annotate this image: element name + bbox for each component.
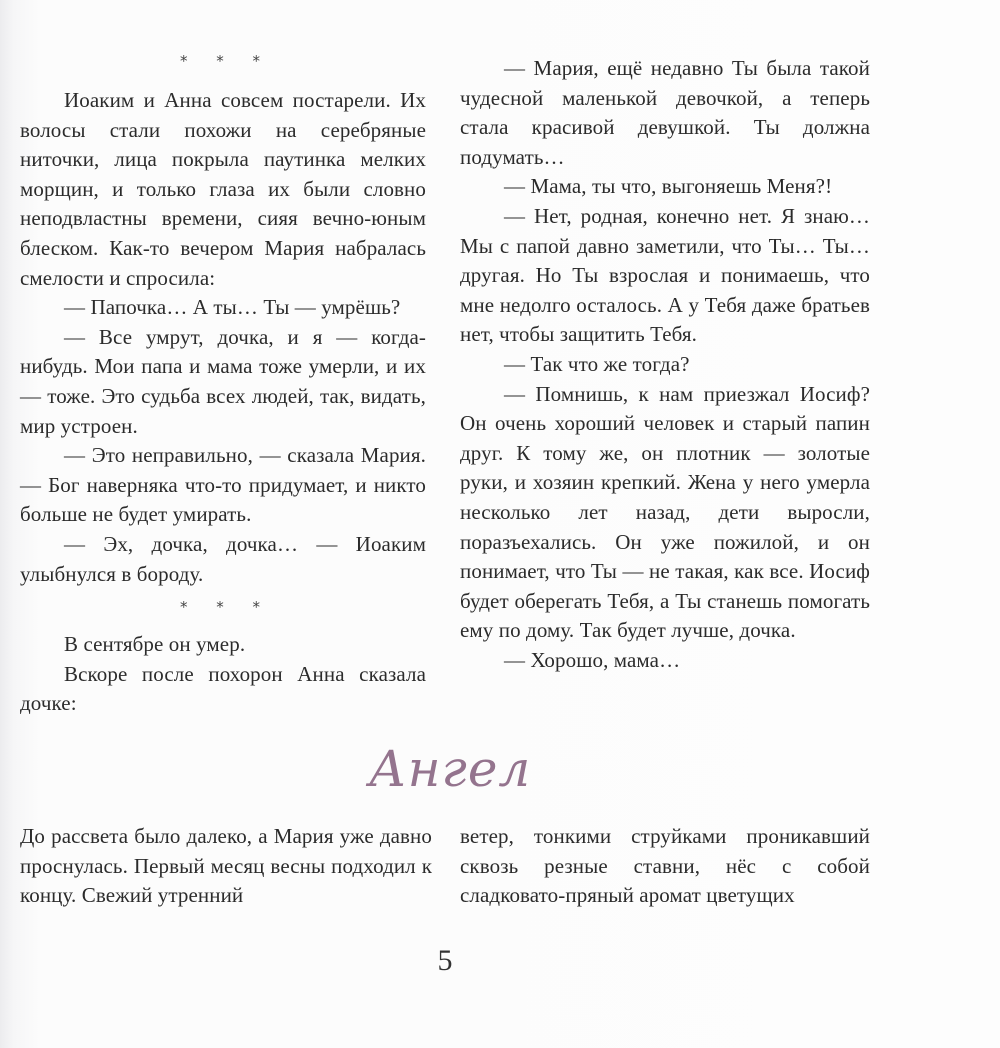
paragraph: — Так что же тогда? xyxy=(504,351,690,376)
paragraph: — Помнишь, к нам приезжал Иосиф? Он очень хороший человек и старый папин друг. К тому же, он плотник — золотые руки, и хозяин крепкий. Жена у него умерла несколько лет назад, дети выросли, поразъехались. Он уже пожилой, и он понимает, что Ты — не такая, как все. Иосиф будет оберегать Тебя, а Ты станешь помогать ему по дому. Так будет лучше, дочка. xyxy=(460,381,870,643)
left-column-text xyxy=(20,86,426,589)
section-separator: * * * xyxy=(179,52,273,70)
paragraph: — Папочка… А ты… Ты — умрёшь? xyxy=(64,295,401,320)
paragraph: В сентябре он умер. xyxy=(64,632,246,656)
section-separator: * * * xyxy=(179,598,273,616)
paragraph: — Эх, дочка, дочка… — Иоаким улыбнулся в бороду. xyxy=(20,531,426,586)
chapter-text-right xyxy=(460,822,870,911)
paragraph: Иоаким и Анна совсем постарели. Их волосы стали похожи на серебряные ниточки, лица покрыла паутинка мелких морщин, и только глаза их были словно неподвластны времени, сияя вечно-юным блеском. Как-то вечером Мария набралась смелости и спросила: xyxy=(20,88,426,290)
right-column-text xyxy=(460,54,870,675)
paragraph: — Это неправильно, — сказала Мария. — Бог наверняка что-то придумает, и никто больше не будет умирать. xyxy=(20,443,426,527)
paragraph: — Хорошо, мама… xyxy=(504,647,681,672)
chapter-text-left xyxy=(20,822,432,911)
paragraph: Вскоре после похорон Анна сказала дочке: xyxy=(20,661,426,716)
page-number: 5 xyxy=(437,944,453,977)
chapter-title: Ангел xyxy=(368,740,532,798)
left-column-text-continued xyxy=(20,630,426,719)
paragraph: — Нет, родная, конечно нет. Я знаю… Мы с папой давно заметили, что Ты… Ты… другая. Но Ты взрослая и понимаешь, что мне недолго осталось. А у Тебя даже братьев нет, чтобы защитить Тебя. xyxy=(460,203,870,347)
paragraph: — Все умрут, дочка, и я — когда-нибудь. Мои папа и мама тоже умерли, и их — тоже. Это судьба всех людей, так, видать, мир устроен. xyxy=(20,324,426,438)
paragraph: ветер, тонкими струйками проникавший сквозь резные ставни, нёс с собой сладковато-пряный аромат цветущих xyxy=(460,824,870,908)
paragraph: — Мама, ты что, выгоняешь Меня?! xyxy=(504,174,833,199)
paragraph: До рассвета было далеко, а Мария уже давно проснулась. Первый месяц весны подходил к концу. Свежий утренний xyxy=(20,824,432,908)
paragraph: — Мария, ещё недавно Ты была такой чудесной маленькой девочкой, а теперь стала красивой девушкой. Ты должна подумать… xyxy=(460,56,870,169)
